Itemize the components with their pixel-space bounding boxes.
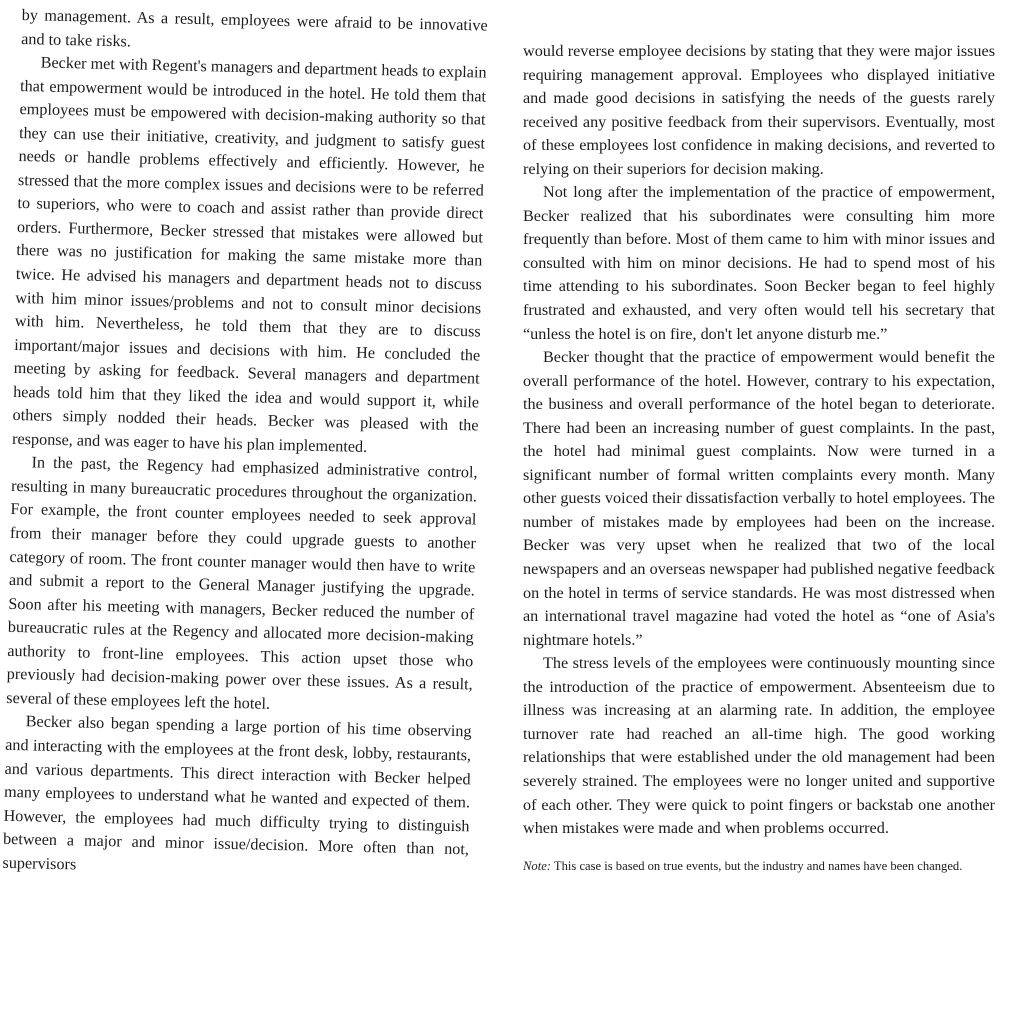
paragraph: Not long after the implementation of the practice of empowerment, Becker realized that his subordinates were consulting him more frequently than before. Most of them came to him with minor issues and consulted with him on minor decisions. He had to spend most of his time attending to his subordinates. Soon Becker began to feel highly frustrated and exhausted, and very often would tell his secretary that “unless the hotel is on fire, don't let anyone disturb me.” — [523, 183, 995, 343]
paragraph: by management. As a result, employees were afraid to be innovative and to take risks. — [21, 5, 488, 51]
case-note — [523, 857, 995, 875]
left-text-column — [2, 4, 488, 886]
paragraph: Becker met with Regent's managers and department heads to explain that empowerment would be introduced in the hotel. He told them that employees must be empowered with decision-making authority so that they can use their initiative, creativity, and judgment to satisfy guest needs or handle problems effectively and efficiently. However, he stressed that the more complex issues and decisions were to be referred to superiors, who were to coach and assist rather than provide direct orders. Furthermore, Becker stressed that mistakes were allowed but there was no justification for making the same mistake more than twice. He advised his managers and department heads not to discuss with him minor issues/problems and not to consult minor decisions with him. Nevertheless, he told them that they are to discuss important/major issues and decisions with him. He concluded the meeting by asking for feedback. Several managers and department heads told him that they liked the idea and would support it, while others simply nodded their heads. Becker was pleased with the response, and was eager to have his plan implemented. — [11, 53, 487, 456]
note-text: This case is based on true events, but the industry and names have been changed. — [553, 858, 963, 873]
paragraph: would reverse employee decisions by stating that they were major issues requiring management approval. Employees who displayed initiative and made good decisions in satisfying the needs of the guests rarely received any positive feedback from their supervisors. Eventually, most of these employees lost confidence in making decisions, and reverted to relying on their superiors for decision making. — [523, 42, 995, 178]
note-label: Note: — [523, 858, 551, 873]
right-text-column — [523, 40, 995, 875]
paragraph: Becker thought that the practice of empowerment would benefit the overall performance of the hotel. However, contrary to his expectation, the business and overall performance of the hotel began to deteriorate. There had been an increasing number of guest complaints. In the past, the hotel had minimal guest complaints. Now were turned in a significant number of formal written complaints every month. Many other guests voiced their dissatisfaction verbally to hotel employees. The number of mistakes made by employees had been on the increase. Becker was very upset when he realized that two of the local newspapers and an overseas newspaper had published negative feedback on the hotel in terms of service standards. He was most distressed when an international travel magazine had voted the hotel as “one of Asia's nightmare hotels.” — [523, 348, 995, 649]
paragraph: In the past, the Regency had emphasized administrative control, resulting in many bureaucratic procedures throughout the organization. For example, the front counter employees needed to seek approval from their manager before they could upgrade guests to another category of room. The front counter manager would then have to write and submit a report to the General Manager justifying the upgrade. Soon after his meeting with managers, Becker reduced the number of bureaucratic rules at the Regency and allocated more decision-making authority to front-line employees. This action upset those who previously had decision-making power over these issues. As a result, several of these employees left the hotel. — [6, 453, 478, 713]
paragraph: Becker also began spending a large portion of his time observing and interacting with the employees at the front desk, lobby, restaurants, and various departments. This direct interaction with Becker helped many employees to understand what he wanted and expected of them. However, the employees had much difficulty trying to distinguish between a major and minor issue/decision. More often than not, supervisors — [2, 712, 472, 874]
paragraph: The stress levels of the employees were continuously mounting since the introduction of the practice of empowerment. Absenteeism due to illness was increasing at an alarming rate. In addition, the employee turnover rate had reached an all-time high. The good working relationships that were established under the old management had been severely strained. The employees were no longer united and supportive of each other. They were quick to point fingers or backstab one another when mistakes were made and when problems occurred. — [523, 654, 995, 838]
